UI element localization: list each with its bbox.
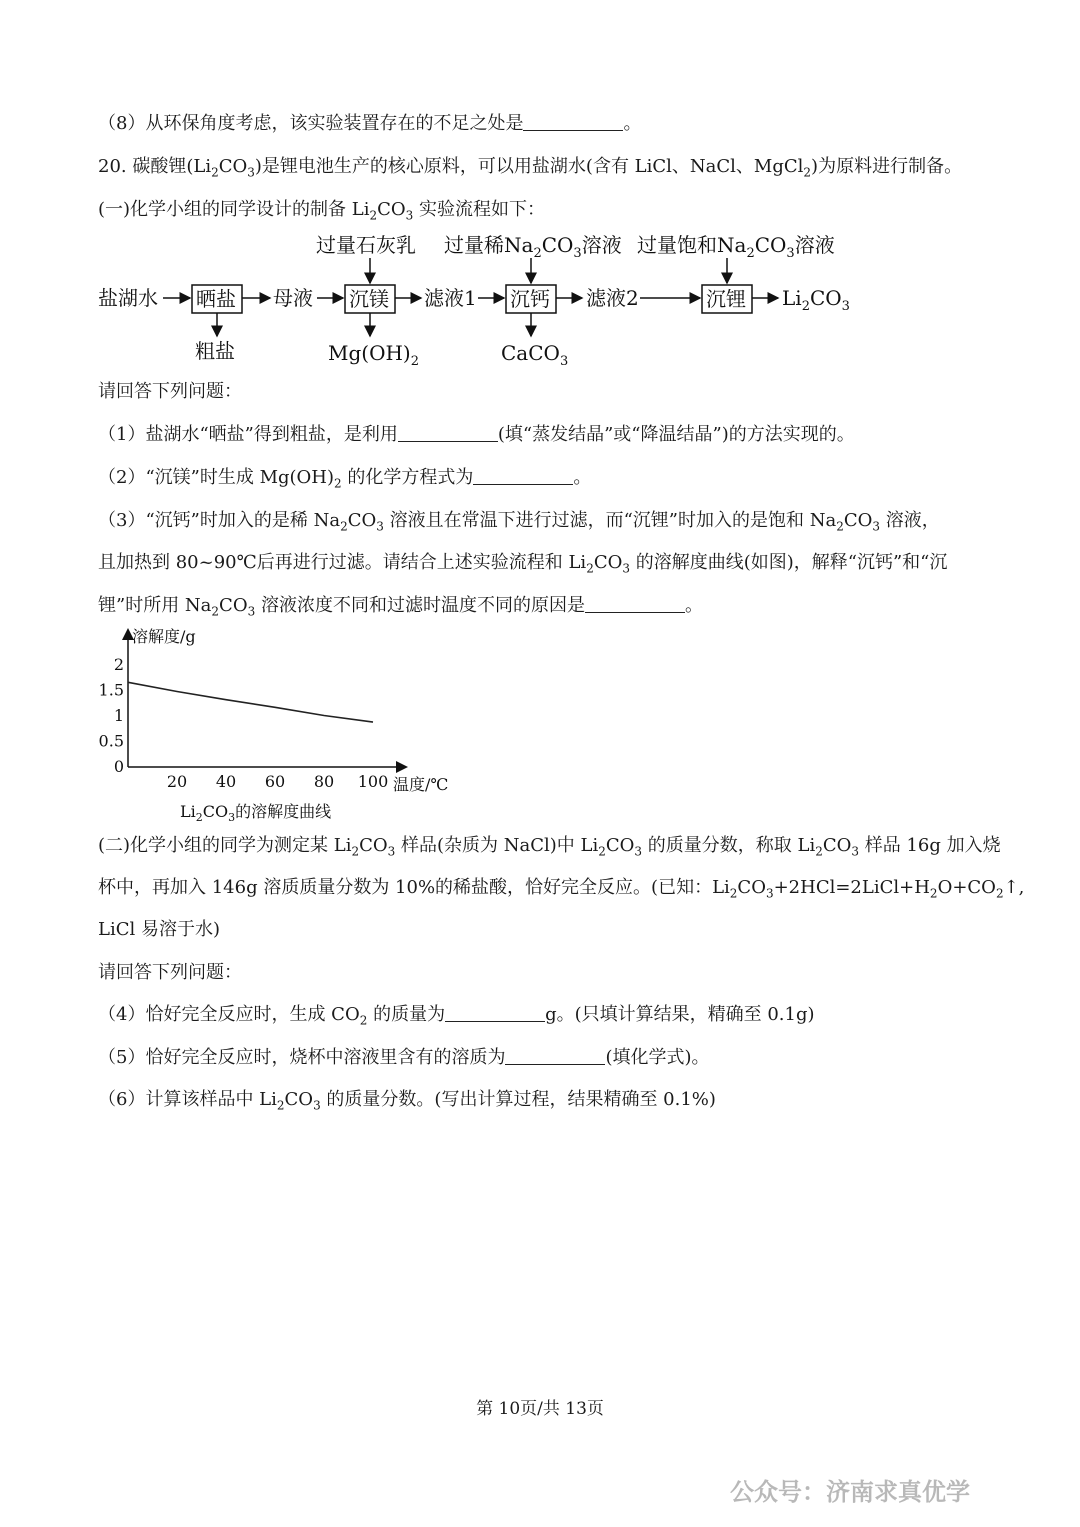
question-4: （4）恰好完全反应时，生成 $CO_2$ 的质量为 g。(只填计算结果，精确至 0.1g)	[98, 1004, 815, 1028]
chart-caption: $Li_2CO_3$的溶解度曲线	[180, 802, 332, 824]
solubility-curve	[128, 682, 373, 722]
page-footer: 第 10页/共 13页	[476, 1399, 604, 1419]
question-8: （8）从环保角度考虑，该实验装置存在的不足之处是 。	[98, 113, 642, 134]
process-flow-diagram	[0, 0, 1080, 380]
question-5: （5）恰好完全反应时，烧杯中溶液里含有的溶质为 (填化学式)。	[98, 1047, 710, 1068]
x-tick-label: 60	[264, 772, 286, 791]
answer-prompt-2: 请回答下列问题：	[98, 962, 242, 983]
flow-box-ca-precip: 沉钙	[510, 287, 550, 311]
flow-reagent-lime: 过量石灰乳	[316, 233, 416, 257]
answer-blank	[505, 1046, 605, 1065]
answer-prompt: 请回答下列问题：	[98, 381, 242, 402]
question-2: （2）“沉镁”时生成 $Mg(OH)_2$ 的化学方程式为 。	[98, 467, 592, 491]
question-3-line-2: 且加热到 80~90℃后再进行过滤。请结合上述实验流程和 $Li_2CO_3$ 的溶解度曲线(如图)，解释“沉钙”和“沉	[98, 552, 948, 576]
y-tick-label: 2	[113, 655, 124, 674]
watermark: 公众号：济南求真优学	[730, 1478, 970, 1506]
flow-product-li2co3: $Li_2CO_3$	[782, 286, 850, 314]
answer-blank	[445, 1003, 545, 1022]
flow-mother-liquor: 母液	[273, 286, 313, 310]
flow-reagent-sat-na2co3: 过量饱和$Na_2CO_3$溶液	[637, 233, 835, 261]
x-tick-label: 20	[166, 772, 188, 791]
solubility-chart	[95, 625, 515, 825]
flow-output-crude-salt: 粗盐	[195, 339, 235, 363]
part-2-line-2: 杯中，再加入 146g 溶质质量分数为 10%的稀盐酸，恰好完全反应。(已知：$Li_2CO_3+2HCl=2LiCl+H_2O+CO_2↑$,	[98, 877, 1025, 901]
flow-output-caco3: CaCO$_3$	[501, 341, 569, 369]
x-axis-label: 温度/℃	[393, 775, 449, 794]
part-2-line-3: LiCl 易溶于水)	[98, 919, 220, 940]
question-20-intro: 20. 碳酸锂$(Li_2CO_3)$是锂电池生产的核心原料，可以用盐湖水(含有 LiCl、NaCl、MgCl$_2$)为原料进行制备。	[98, 156, 963, 180]
question-3-line-3: 锂”时所用 $Na_2CO_3$ 溶液浓度不同和过滤时温度不同的原因是 。	[98, 595, 703, 619]
flow-start: 盐湖水	[98, 286, 158, 310]
part-2-line-1: (二)化学小组的同学为测定某 $Li_2CO_3$ 样品(杂质为 NaCl)中 $Li_2CO_3$ 的质量分数，称取 $Li_2CO_3$ 样品 16g 加入烧	[98, 835, 1001, 859]
x-tick-label: 40	[215, 772, 237, 791]
y-axis-label: 溶解度/g	[132, 627, 196, 646]
answer-blank	[585, 594, 685, 613]
y-tick-label: 1.5	[98, 680, 124, 700]
flow-box-mg-precip: 沉镁	[349, 287, 389, 311]
flow-box-saltdrying: 晒盐	[196, 287, 236, 311]
flow-output-mgoh2: $Mg(OH)_2$	[328, 341, 420, 369]
flow-reagent-dilute-na2co3: 过量稀$Na_2CO_3$溶液	[444, 233, 622, 261]
flow-box-li-precip: 沉锂	[706, 287, 746, 311]
answer-blank	[473, 466, 573, 485]
x-tick-label: 80	[313, 772, 335, 791]
y-tick-label: 0.5	[98, 731, 124, 751]
flow-filtrate-1: 滤液1	[424, 286, 477, 310]
y-tick-label: 1	[113, 706, 124, 725]
y-tick-label: 0	[113, 757, 124, 776]
x-tick-label: 100	[357, 772, 389, 791]
answer-blank	[398, 423, 498, 442]
question-3-line-1: （3）“沉钙”时加入的是稀 $Na_2CO_3$ 溶液且在常温下进行过滤，而“沉锂”时加入的是饱和 $Na_2CO_3$ 溶液，	[98, 510, 940, 534]
question-6: （6）计算该样品中 $Li_2CO_3$ 的质量分数。(写出计算过程，结果精确至 0.1%)	[98, 1089, 716, 1113]
flow-filtrate-2: 滤液2	[586, 286, 639, 310]
part-1-heading: (一)化学小组的同学设计的制备 $Li_2CO_3$ 实验流程如下：	[98, 199, 546, 223]
question-1: （1）盐湖水“晒盐”得到粗盐，是利用 (填“蒸发结晶”或“降温结晶”)的方法实现的。	[98, 424, 855, 445]
